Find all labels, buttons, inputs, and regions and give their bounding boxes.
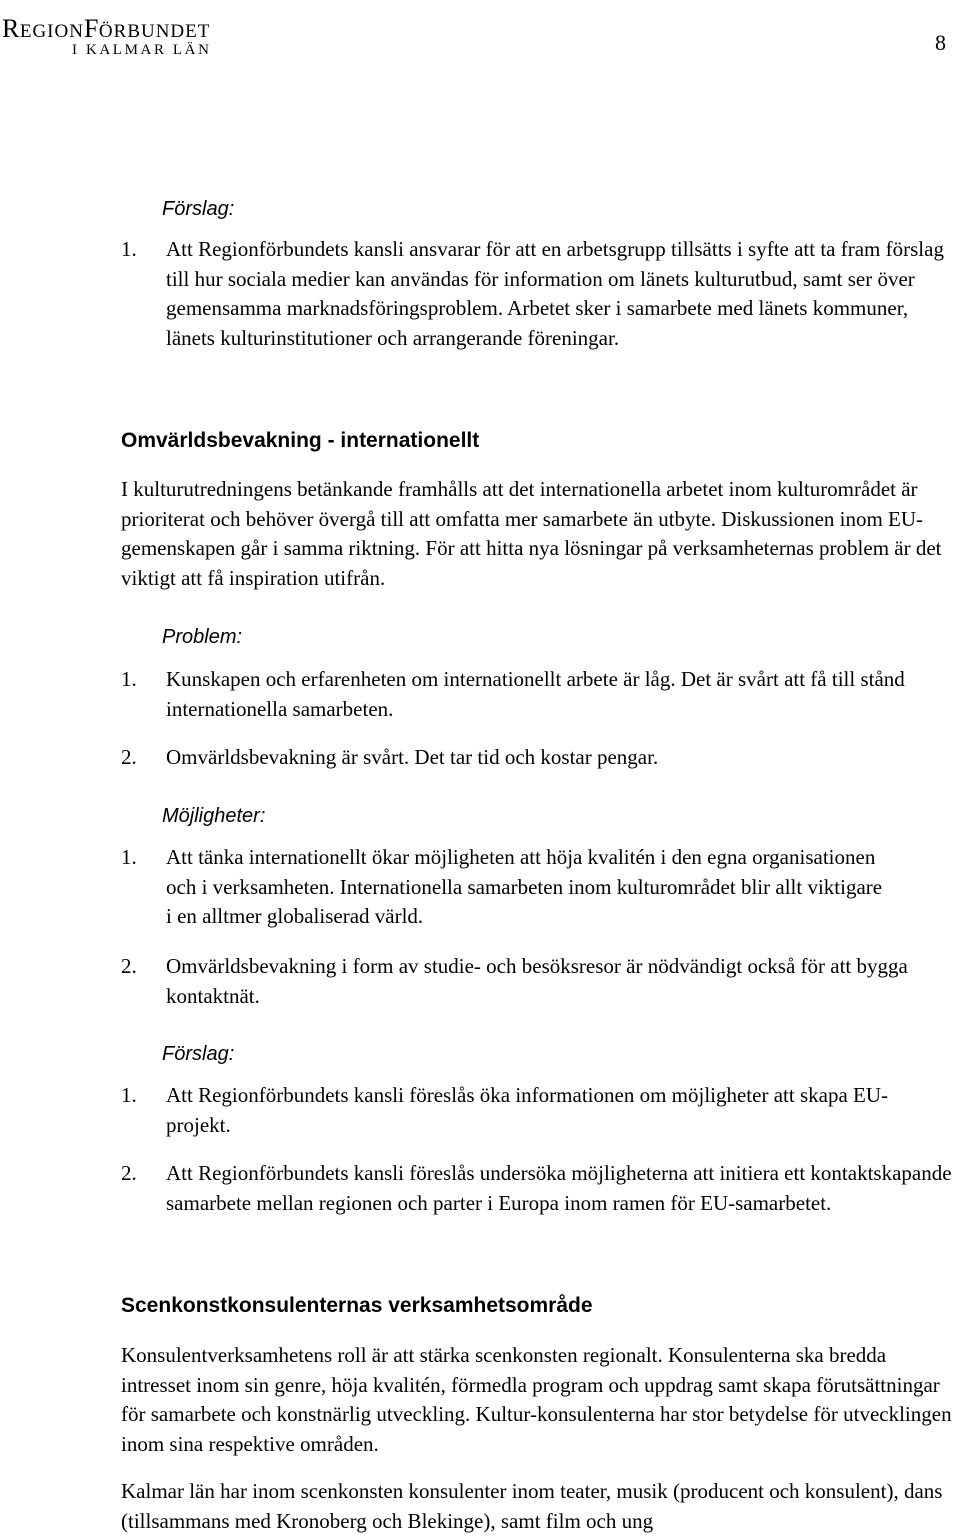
list-item-number: 1. bbox=[121, 667, 137, 691]
intro-paragraph: I kulturutredningens betänkande framhålls att det internationella arbetet inom kulturområdet är prioriterat och behöver övergå till att omfatta mer samarbete än utbyte. Diskussionen inom EU-gemenskapen går i samma riktning. För att hitta nya lösningar på verksamheternas problem är det viktigt att få inspiration utifrån. bbox=[121, 477, 942, 590]
section-heading: Omvärldsbevakning - internationellt bbox=[121, 429, 480, 452]
proposal-label: Förslag: bbox=[162, 198, 235, 220]
list-item-text: Att Regionförbundets kansli föreslås öka informationen om möjligheter att skapa EU-projekt. bbox=[166, 1083, 888, 1137]
body-paragraph: Konsulentverksamhetens roll är att stärka scenkonsten regionalt. Konsulenterna ska bredda intresset inom sin genre, höja kvalitén, förmedla program och uppdrag samt skapa förutsättningar för samarbete och konstnärlig utveckling. Kultur-konsulenterna har stor betydelse för utvecklingen inom sina respektive områden. bbox=[121, 1343, 952, 1456]
possibilities-label: Möjligheter: bbox=[162, 805, 266, 827]
logo-initial-r: R bbox=[2, 14, 20, 43]
body-paragraph: Kalmar län har inom scenkonsten konsulenter inom teater, musik (producent och konsulent), dans (tillsammans med Kronoberg och Blekinge), samt film och ung bbox=[121, 1479, 943, 1533]
list-item-text: Att tänka internationellt ökar möjligheten att höja kvalitén i den egna organisationen och i verksamheten. Internationella samarbeten inom kulturområdet blir allt viktigare i en alltmer globaliserad värld. bbox=[166, 845, 883, 928]
list-item-text: Omvärldsbevakning är svårt. Det tar tid och kostar pengar. bbox=[166, 745, 659, 769]
list-item-text: Omvärldsbevakning i form av studie- och besöksresor är nödvändigt också för att bygga kontaktnät. bbox=[166, 954, 908, 1008]
list-item-number: 1. bbox=[121, 237, 137, 261]
logo-subtitle: I KALMAR LÄN bbox=[72, 42, 212, 58]
proposal-label: Förslag: bbox=[162, 1043, 235, 1065]
logo-word-forbundet: ÖRBUNDET bbox=[98, 21, 211, 42]
section-heading: Scenkonstkonsulenternas verksamhetsområde bbox=[121, 1294, 593, 1317]
problem-label: Problem: bbox=[162, 626, 243, 648]
list-item-number: 1. bbox=[121, 845, 137, 869]
logo-word-region: EGION bbox=[19, 21, 84, 42]
page-number: 8 bbox=[935, 30, 946, 55]
list-item-text: Att Regionförbundets kansli ansvarar för att en arbetsgrupp tillsätts i syfte att ta fram förslag till hur sociala medier kan användas för information om länets kulturutbud, samt ser över gemensamma marknadsföringsproblem. Arbetet sker i samarbete med länets kommuner, länets kulturinstitutioner och arrangerande föreningar. bbox=[166, 237, 944, 350]
list-item-text: Att Regionförbundets kansli föreslås undersöka möjligheterna att initiera ett kontaktskapande samarbete mellan regionen och parter i Europa inom ramen för EU-samarbetet. bbox=[166, 1161, 952, 1215]
list-item-number: 2. bbox=[121, 1161, 137, 1185]
list-item-number: 2. bbox=[121, 745, 137, 769]
list-item-number: 1. bbox=[121, 1083, 137, 1107]
logo-initial-f: F bbox=[83, 14, 99, 43]
list-item-number: 2. bbox=[121, 954, 137, 978]
list-item-text: Kunskapen och erfarenheten om internationellt arbete är låg. Det är svårt att få till stånd internationella samarbeten. bbox=[166, 667, 905, 721]
